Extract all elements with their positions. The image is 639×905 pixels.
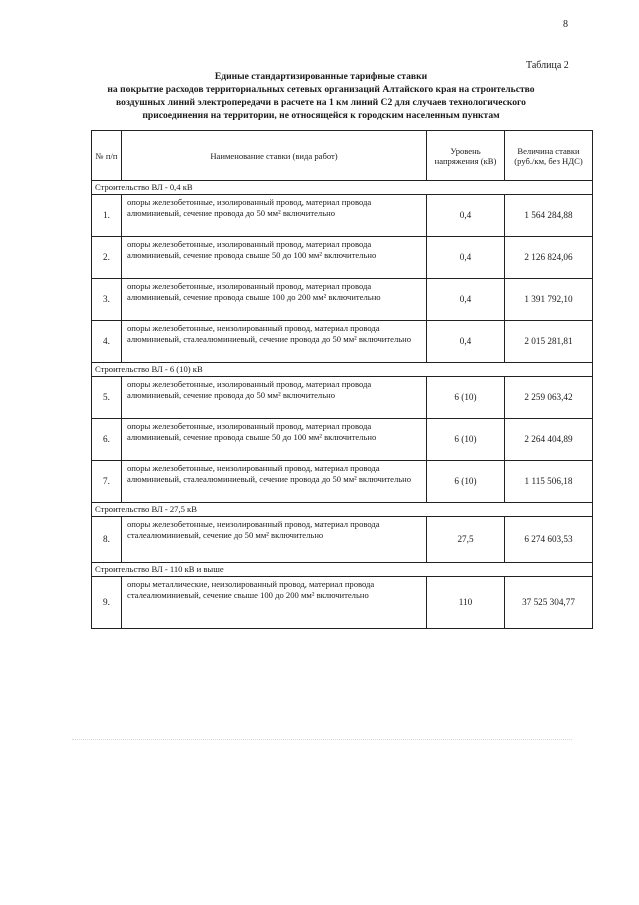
table-row xyxy=(92,517,593,563)
row-num: 3. xyxy=(92,279,122,321)
row-name: опоры металлические, неизолированный провод, материал провода сталеалюминиевый, сечение свыше 100 до 200 мм² включительно xyxy=(122,577,427,629)
table-row xyxy=(92,461,593,503)
row-rate: 1 391 792,10 xyxy=(505,279,593,321)
table-row xyxy=(92,279,593,321)
table-row xyxy=(92,419,593,461)
table-label: Таблица 2 xyxy=(526,60,569,71)
row-rate: 6 274 603,53 xyxy=(505,517,593,563)
row-num: 6. xyxy=(92,419,122,461)
table-row xyxy=(92,321,593,363)
section-title: Строительство ВЛ - 0,4 кВ xyxy=(92,181,593,195)
row-rate: 2 015 281,81 xyxy=(505,321,593,363)
header-name: Наименование ставки (вида работ) xyxy=(122,131,427,181)
row-name: опоры железобетонные, изолированный провод, материал провода алюминиевый, сечение провода свыше 50 до 100 мм² включительно xyxy=(122,237,427,279)
row-rate: 2 259 063,42 xyxy=(505,377,593,419)
header-num: № п/п xyxy=(92,131,122,181)
row-voltage: 0,4 xyxy=(427,279,505,321)
row-rate: 1 564 284,88 xyxy=(505,195,593,237)
title-line: на покрытие расходов территориальных сетевых организаций Алтайского края на строительство xyxy=(107,84,535,95)
row-rate: 1 115 506,18 xyxy=(505,461,593,503)
row-name: опоры железобетонные, изолированный провод, материал провода алюминиевый, сечение провода до 50 мм² включительно xyxy=(122,377,427,419)
row-voltage: 0,4 xyxy=(427,195,505,237)
row-num: 2. xyxy=(92,237,122,279)
row-rate: 2 126 824,06 xyxy=(505,237,593,279)
header-rate: Величина ставки (руб./км, без НДС) xyxy=(505,131,593,181)
row-voltage: 6 (10) xyxy=(427,461,505,503)
row-name: опоры железобетонные, изолированный провод, материал провода алюминиевый, сечение провода свыше 100 до 200 мм² включительно xyxy=(122,279,427,321)
row-voltage: 27,5 xyxy=(427,517,505,563)
header-voltage: Уровень напряжения (кВ) xyxy=(427,131,505,181)
row-num: 8. xyxy=(92,517,122,563)
tariff-rates-table xyxy=(91,130,593,629)
row-name: опоры железобетонные, неизолированный провод, материал провода алюминиевый, сталеалюминиевый, сечение провода до 50 мм² включительно xyxy=(122,321,427,363)
section-title: Строительство ВЛ - 110 кВ и выше xyxy=(92,563,593,577)
row-name: опоры железобетонные, неизолированный провод, материал провода алюминиевый, сталеалюминиевый, сечение провода до 50 мм² включительно xyxy=(122,461,427,503)
row-voltage: 6 (10) xyxy=(427,377,505,419)
row-num: 4. xyxy=(92,321,122,363)
table-row xyxy=(92,377,593,419)
row-voltage: 110 xyxy=(427,577,505,629)
title-line: присоединения на территории, не относящейся к городским населенным пунктам xyxy=(142,110,500,121)
row-num: 7. xyxy=(92,461,122,503)
row-name: опоры железобетонные, неизолированный провод, материал провода сталеалюминиевый, сечение до 50 мм² включительно xyxy=(122,517,427,563)
row-rate: 2 264 404,89 xyxy=(505,419,593,461)
title-line: воздушных линий электропередачи в расчете на 1 км линий С2 для случаев технологического xyxy=(116,97,526,108)
table-row xyxy=(92,237,593,279)
row-voltage: 6 (10) xyxy=(427,419,505,461)
section-title: Строительство ВЛ - 6 (10) кВ xyxy=(92,363,593,377)
row-voltage: 0,4 xyxy=(427,237,505,279)
row-name: опоры железобетонные, изолированный провод, материал провода алюминиевый, сечение провода свыше 50 до 100 мм² включительно xyxy=(122,419,427,461)
table-title xyxy=(86,70,556,122)
row-name: опоры железобетонные, изолированный провод, материал провода алюминиевый, сечение провода до 50 мм² включительно xyxy=(122,195,427,237)
row-rate: 37 525 304,77 xyxy=(505,577,593,629)
page-number: 8 xyxy=(563,19,568,30)
title-line: Единые стандартизированные тарифные ставки xyxy=(214,71,428,82)
table-row xyxy=(92,577,593,629)
scan-artifact-line xyxy=(72,739,572,740)
section-title: Строительство ВЛ - 27,5 кВ xyxy=(92,503,593,517)
row-num: 5. xyxy=(92,377,122,419)
row-num: 9. xyxy=(92,577,122,629)
row-voltage: 0,4 xyxy=(427,321,505,363)
row-num: 1. xyxy=(92,195,122,237)
table-row xyxy=(92,195,593,237)
